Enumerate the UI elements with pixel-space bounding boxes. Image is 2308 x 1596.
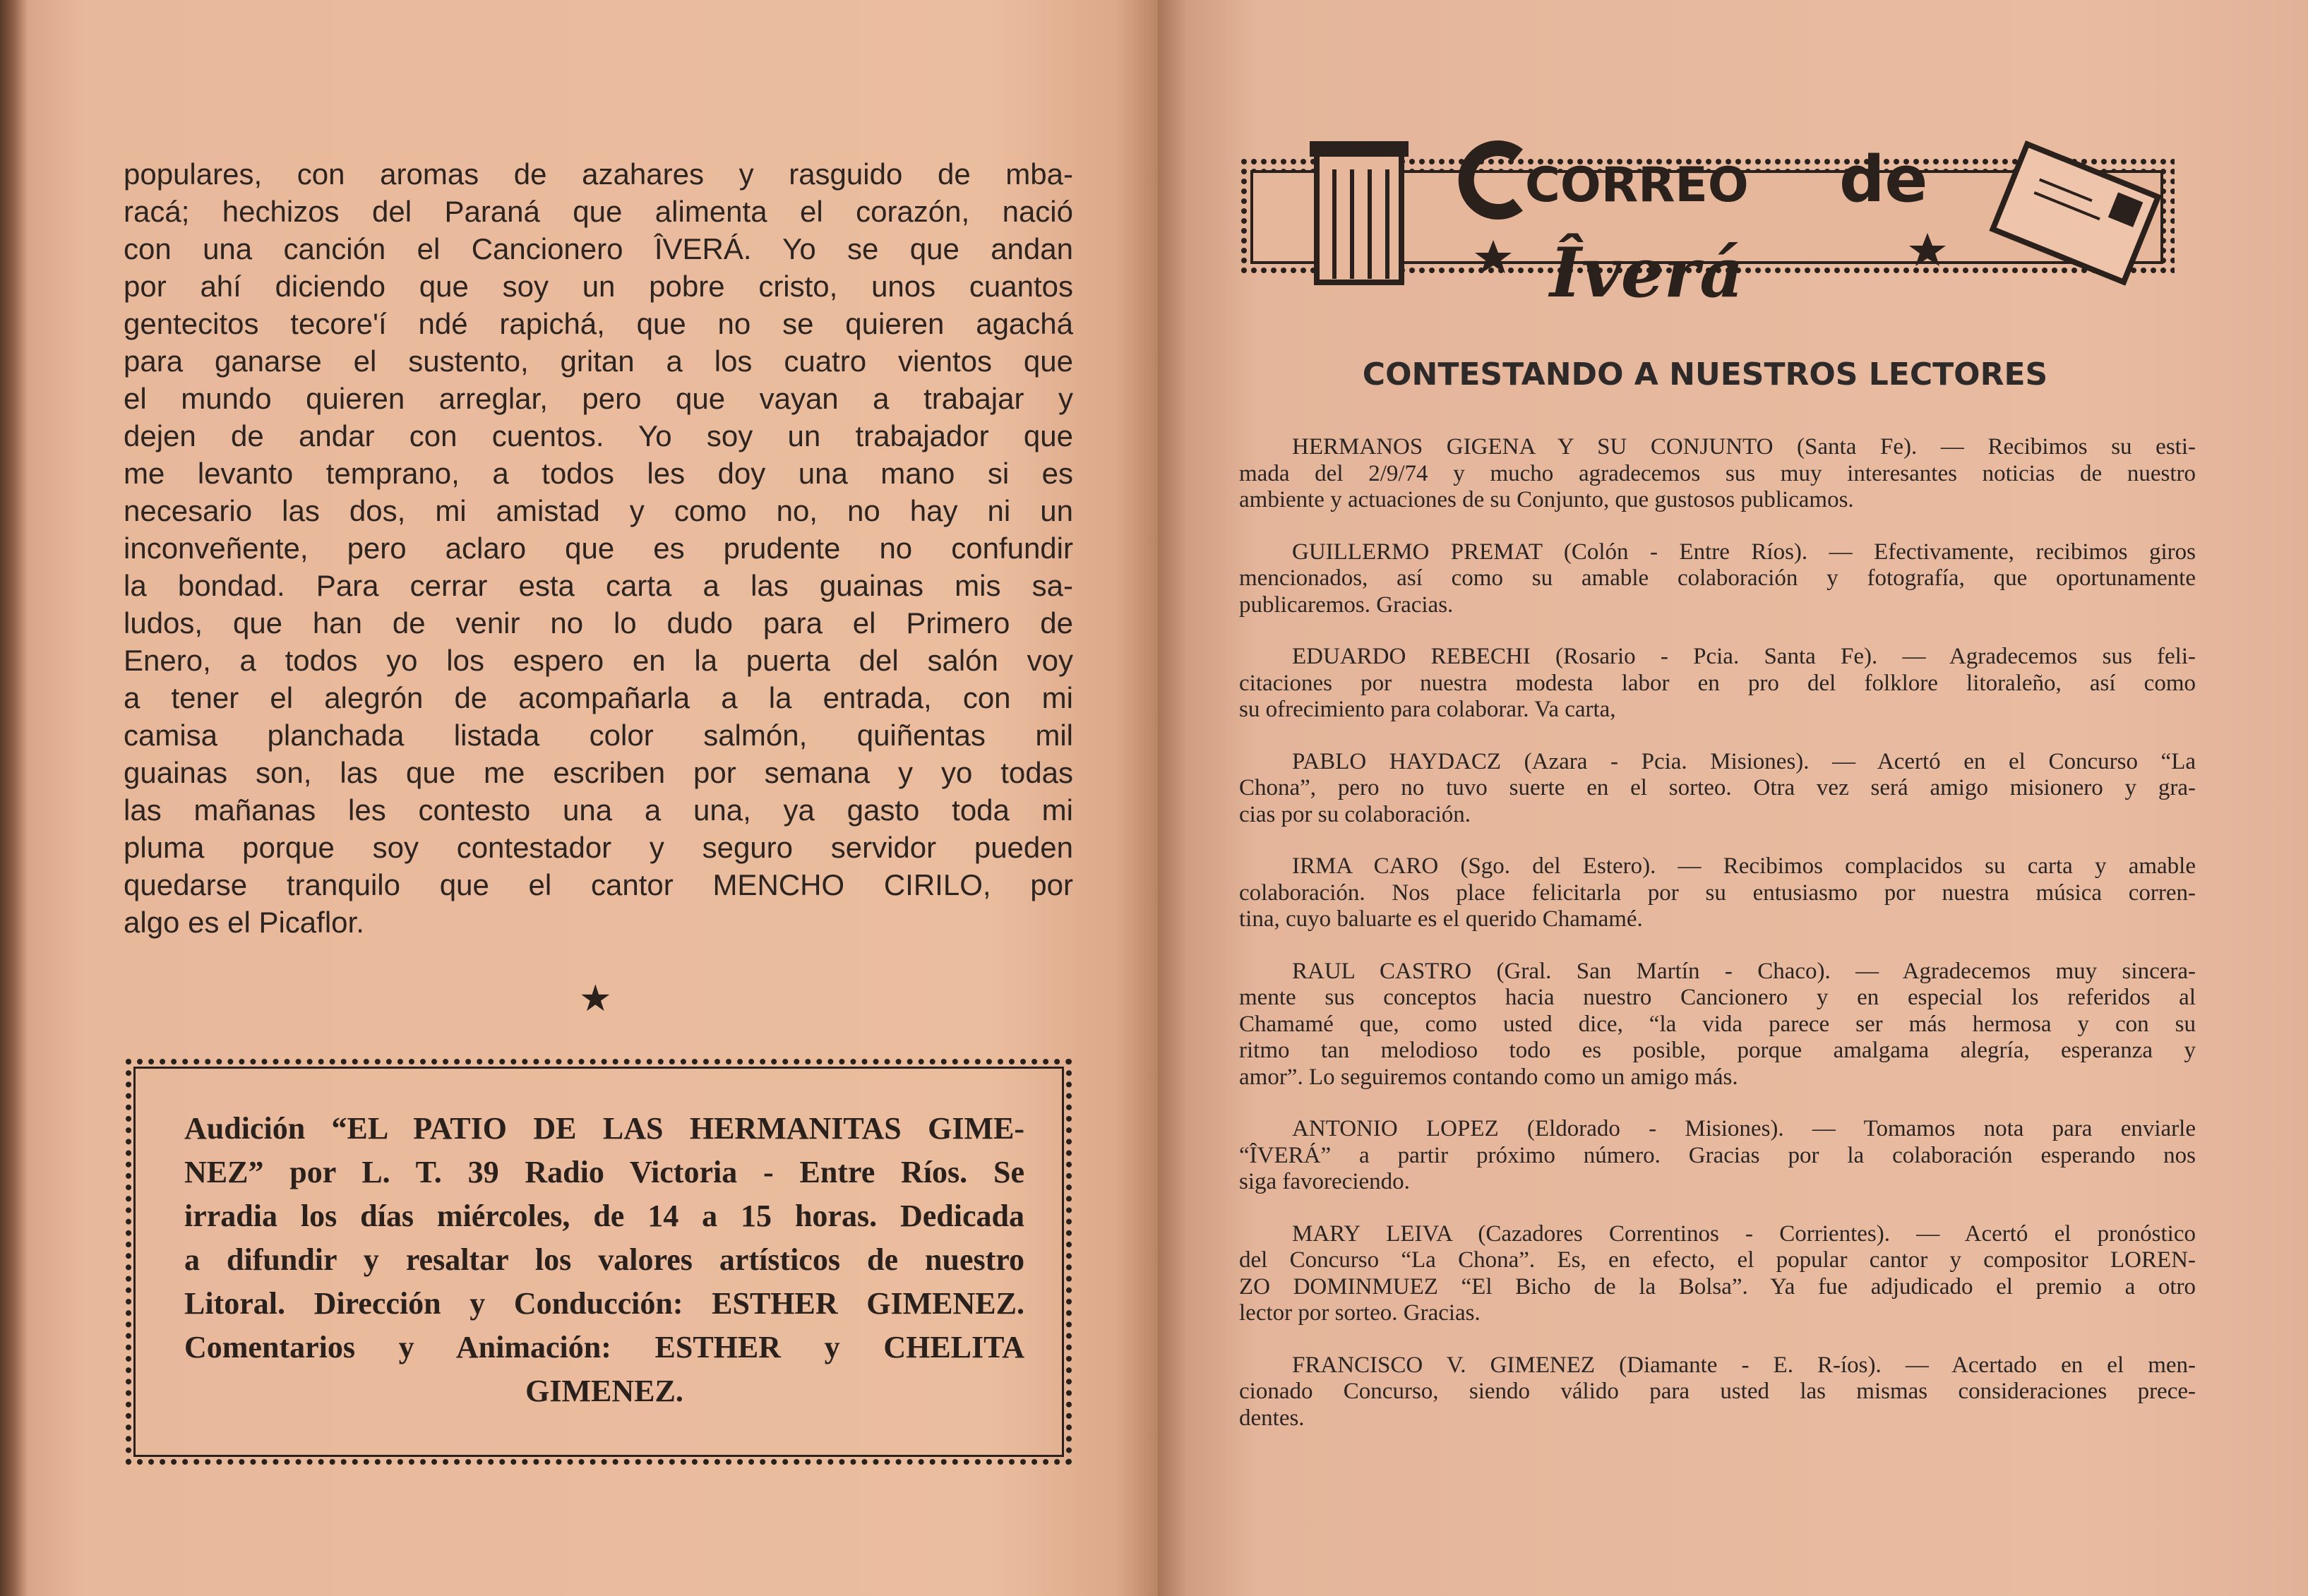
right-page: [1158, 0, 2308, 1596]
radio-announcement-box: [126, 1059, 1072, 1465]
announcement-line: a difundir y resaltar los valores artísticos de nuestro: [184, 1242, 1024, 1277]
body-line: con una canción el Cancionero ÎVERÁ. Yo se que andan: [124, 232, 1073, 265]
announcement-line: Litoral. Dirección y Conducción: ESTHER GIMENEZ.: [184, 1286, 1024, 1321]
reply-line: ANTONIO LOPEZ (Eldorado - Misiones). — Tomamos nota para enviarle: [1292, 1116, 2196, 1141]
reply-line: MARY LEIVA (Cazadores Correntinos - Corrientes). — Acertó el pronóstico: [1292, 1220, 2196, 1247]
body-line: la bondad. Para cerrar esta carta a las guainas mis sa-: [124, 569, 1073, 602]
correo-de-ivera-logo: [1239, 127, 2175, 304]
body-line: el mundo quieren arreglar, pero que vayan a trabajar y: [124, 382, 1073, 415]
article-body: [124, 155, 1073, 941]
reply-line: lector por sorteo. Gracias.: [1239, 1300, 1481, 1326]
reply-line: Chamamé que, como usted dice, “la vida parece ser más hermosa y con su: [1239, 1011, 2196, 1037]
letter-reply: [1239, 644, 2196, 724]
svg-text:de: de: [1839, 143, 1928, 217]
body-line: por ahí diciendo que soy un pobre cristo, unos cuantos: [124, 270, 1073, 303]
body-line: las mañanas les contesto una a una, ya gasto toda mi: [124, 793, 1073, 827]
body-line: gentecitos tecore'í ndé rapichá, que no se quieren agachá: [124, 307, 1073, 340]
body-line: algo es el Picaflor.: [124, 906, 364, 939]
body-line: Enero, a todos yo los espero en la puerta del salón voy: [124, 644, 1073, 677]
reply-line: siga favoreciendo.: [1239, 1169, 1410, 1194]
body-line: pluma porque soy contestador y seguro servidor pueden: [124, 831, 1073, 864]
letter-reply: [1239, 434, 2196, 514]
svg-text:CORREO: CORREO: [1525, 157, 1749, 213]
letter-reply: [1239, 749, 2196, 829]
reply-line: FRANCISCO V. GIMENEZ (Diamante - E. R-íos). — Acertado en el men-: [1292, 1352, 2196, 1378]
letter-reply: [1239, 539, 2196, 619]
reply-line: del Concurso “La Chona”. Es, en efecto, el popular cantor y compositor LOREN-: [1239, 1247, 2196, 1273]
radio-announcement-text: [184, 1107, 1024, 1413]
reply-line: ritmo tan melodioso todo es posible, porque amalgama alegría, esperanza y: [1239, 1038, 2196, 1063]
section-heading: CONTESTANDO A NUESTROS LECTORES: [1362, 356, 2048, 392]
reply-line: cionado Concurso, siendo válido para usted las mismas consideraciones prece-: [1239, 1379, 2196, 1404]
letter-reply: [1239, 959, 2196, 1091]
body-line: quedarse tranquilo que el cantor MENCHO CIRILO, por: [124, 868, 1073, 901]
star-separator: ★: [579, 978, 612, 1020]
body-line: ludos, que han de venir no lo dudo para el Primero de: [124, 606, 1073, 640]
body-line: necesario las dos, mi amistad y como no, no hay ni un: [124, 494, 1073, 527]
reply-line: cias por su colaboración.: [1239, 801, 1471, 827]
reply-line: PABLO HAYDACZ (Azara - Pcia. Misiones). — Acertó en el Concurso “La: [1292, 748, 2196, 774]
reply-line: IRMA CARO (Sgo. del Estero). — Recibimos complacidos su carta y amable: [1292, 853, 2196, 879]
announcement-line: Comentarios y Animación: ESTHER y CHELITA: [184, 1330, 1024, 1364]
letter-reply: [1239, 1116, 2196, 1196]
body-line: para ganarse el sustento, gritan a los cuatro vientos que: [124, 344, 1073, 378]
reply-line: su ofrecimiento para colaborar. Va carta,: [1239, 697, 1616, 722]
reply-line: Chona”, pero no tuvo suerte en el sorteo. Otra vez será amigo misionero y gra-: [1239, 775, 2196, 800]
reply-line: colaboración. Nos place felicitarla por su entusiasmo por nuestra música corren-: [1239, 880, 2196, 906]
svg-text:Îverá: Îverá: [1550, 233, 1744, 304]
reply-line: amor”. Lo seguiremos contando como un amigo más.: [1239, 1064, 1738, 1090]
letter-reply: [1239, 853, 2196, 933]
reply-line: mencionados, así como su amable colaboración y fotografía, que oportunamente: [1239, 565, 2196, 591]
reply-line: RAUL CASTRO (Gral. San Martín - Chaco). — Agradecemos muy sincera-: [1292, 958, 2196, 984]
reply-line: “ÎVERÁ” a partir próximo número. Gracias por la colaboración esperando nos: [1239, 1142, 2196, 1168]
reply-line: publicaremos. Gracias.: [1239, 592, 1454, 618]
body-line: a tener el alegrón de acompañarla a la entrada, con mi: [124, 681, 1073, 714]
reply-line: ambiente y actuaciones de su Conjunto, que gustosos publicamos.: [1239, 487, 1854, 512]
body-line: me levanto temprano, a todos les doy una mano si es: [124, 457, 1073, 490]
letter-reply: [1239, 1221, 2196, 1327]
reply-line: mente sus conceptos hacia nuestro Cancionero y en especial los referidos al: [1239, 985, 2196, 1010]
reply-line: ZO DOMINMUEZ “El Bicho de la Bolsa”. Ya fue adjudicado el premio a otro: [1239, 1273, 2196, 1300]
reply-line: tina, cuyo baluarte es el querido Chamamé.: [1239, 906, 1643, 932]
reply-line: EDUARDO REBECHI (Rosario - Pcia. Santa Fe). — Agradecemos sus feli-: [1292, 644, 2196, 669]
body-line: inconveñente, pero aclaro que es prudente no confundir: [124, 532, 1073, 565]
announcement-line: Audición “EL PATIO DE LAS HERMANITAS GIME-: [184, 1111, 1024, 1146]
body-line: dejen de andar con cuentos. Yo soy un trabajador que: [124, 419, 1073, 452]
letters-list: [1239, 434, 2196, 1457]
body-line: racá; hechizos del Paraná que alimenta el corazón, nació: [124, 195, 1073, 228]
body-line: populares, con aromas de azahares y rasguido de mba-: [124, 157, 1073, 191]
body-line: camisa planchada listada color salmón, quiñentas mil: [124, 719, 1073, 752]
reply-line: HERMANOS GIGENA Y SU CONJUNTO (Santa Fe). — Recibimos su esti-: [1292, 434, 2196, 460]
reply-line: dentes.: [1239, 1405, 1305, 1431]
announcement-line: irradia los días miércoles, de 14 a 15 horas. Dedicada: [184, 1199, 1024, 1233]
reply-line: GUILLERMO PREMAT (Colón - Entre Ríos). — Efectivamente, recibimos giros: [1292, 539, 2196, 565]
announcement-line: GIMENEZ.: [525, 1374, 683, 1408]
announcement-line: NEZ” por L. T. 39 Radio Victoria - Entre Ríos. Se: [184, 1155, 1024, 1189]
reply-line: citaciones por nuestra modesta labor en pro del folklore litoraleño, así como: [1239, 670, 2196, 696]
letter-reply: [1239, 1352, 2196, 1432]
reply-line: mada del 2/9/74 y mucho agradecemos sus muy interesantes noticias de nuestro: [1239, 460, 2196, 486]
mailbox-icon: [1310, 141, 1409, 282]
body-line: guainas son, las que me escriben por semana y yo todas: [124, 756, 1073, 789]
